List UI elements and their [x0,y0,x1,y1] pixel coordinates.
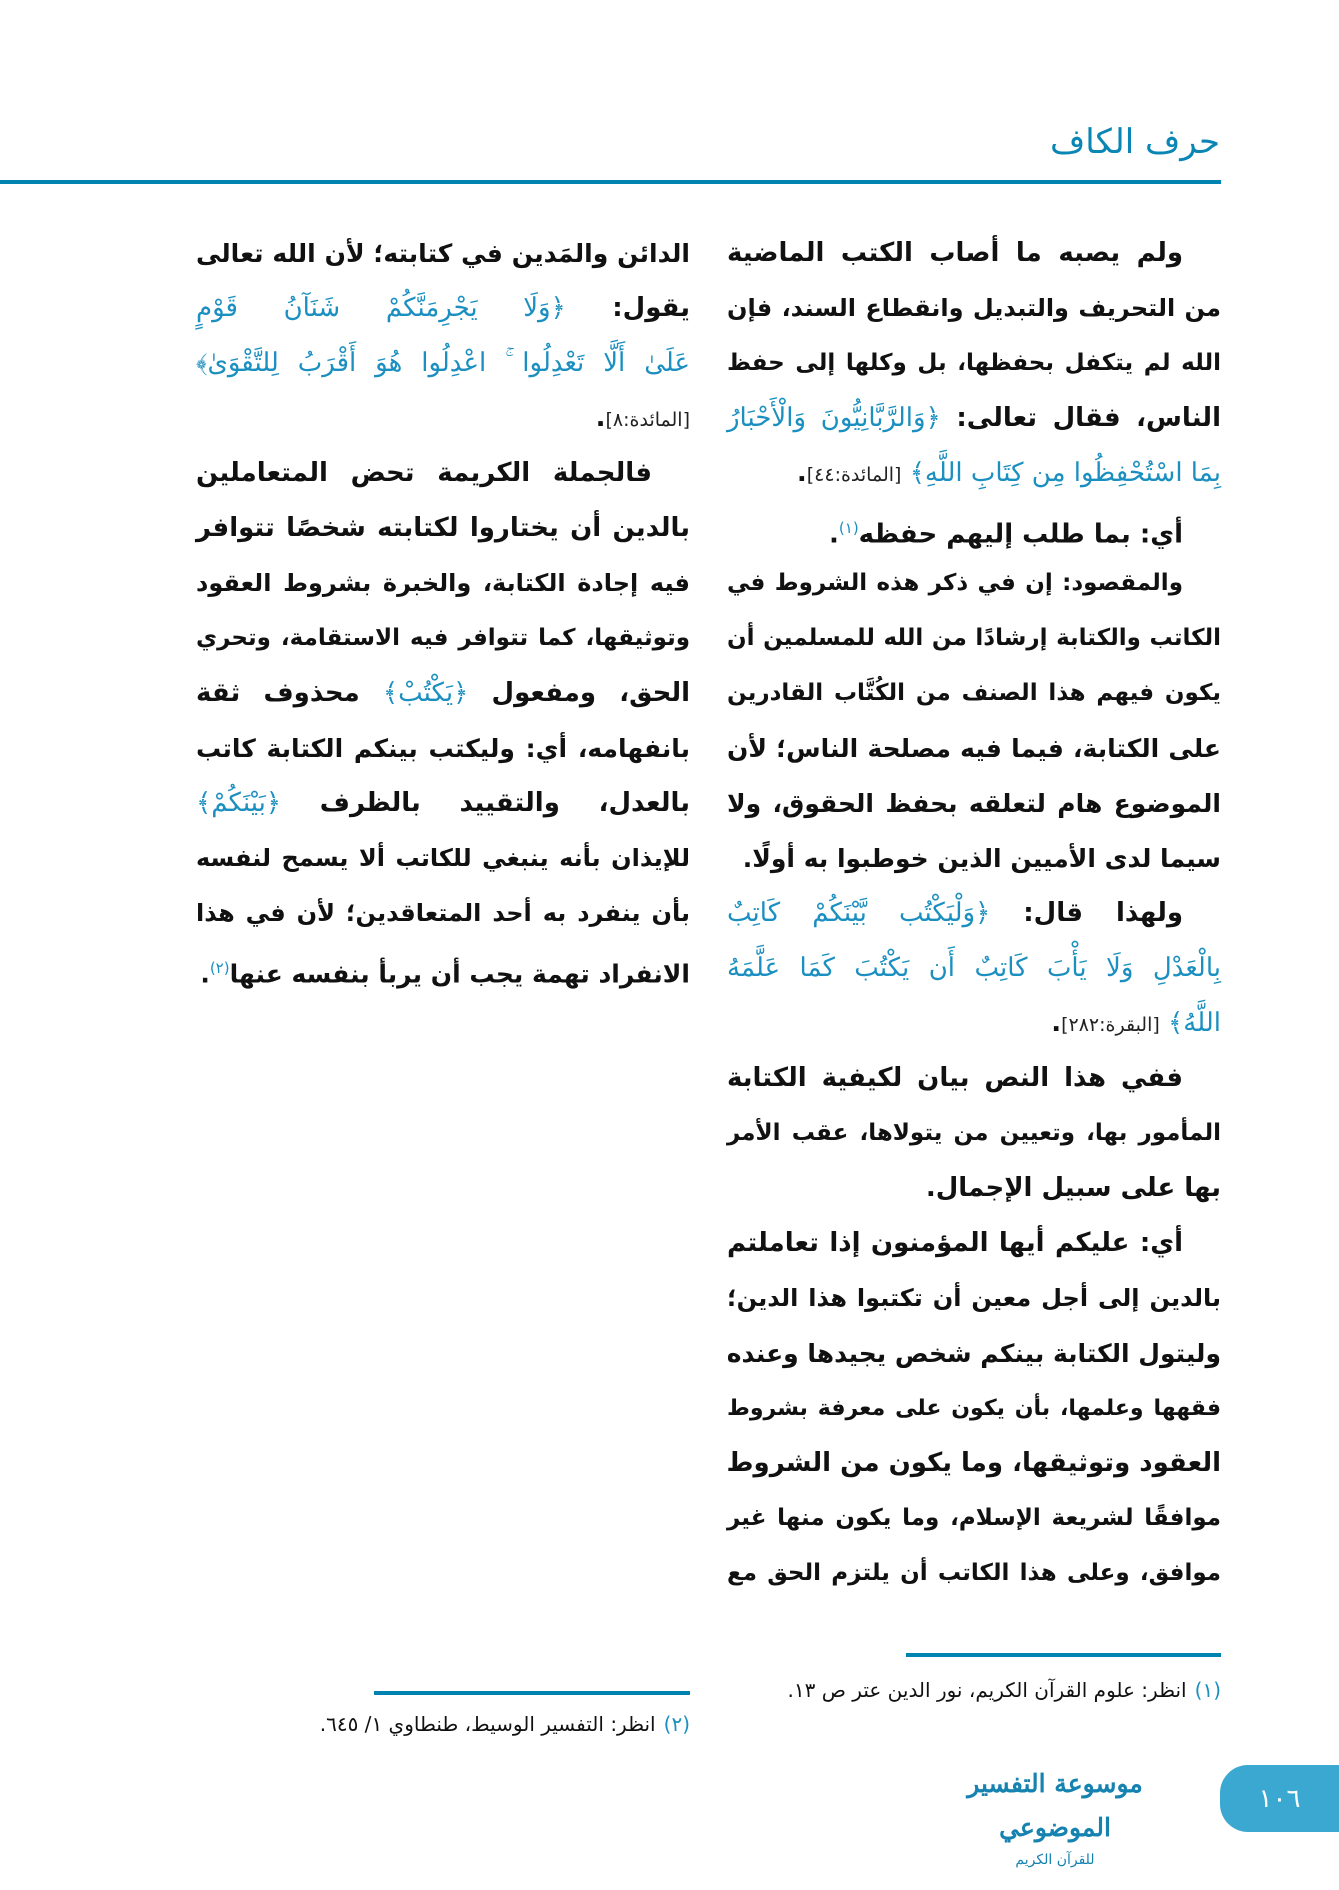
text-line [196,776,690,831]
text-line [727,1491,1221,1546]
body-text: ففي هذا النص بيان لكيفية الكتابة [727,1063,1183,1093]
body-text: يكون فيهم هذا الصنف من الكُتَّاب القادرين [727,680,1221,706]
body-text: الناس، فقال تعالى: [940,403,1221,433]
body-text: بأن ينفرد به أحد المتعاقدين؛ لأن في هذا [196,899,690,927]
text-line [196,941,690,996]
text-line [727,831,1221,886]
text-line [196,336,690,391]
text-line [727,1546,1221,1601]
body-text: بالدين إلى أجل معين أن تكتبوا هذا الدين؛ [727,1284,1221,1312]
verse-reference: [المائدة:٨] [605,409,690,431]
text-line [727,391,1221,446]
body-text: ولم يصبه ما أصاب الكتب الماضية [727,238,1183,268]
text-line [727,1381,1221,1436]
body-text: . [595,403,606,433]
body-text: على الكتابة، فيما فيه مصلحة الناس؛ لأن [727,734,1221,763]
text-line [196,721,690,776]
body-text: للإيذان بأنه ينبغي للكاتب ألا يسمح لنفسه [196,844,690,872]
quran-verse: اللَّهُ﴾ [1159,1008,1221,1038]
body-text: بها على سبيل الإجمال. [925,1173,1221,1203]
text-line [196,281,690,336]
text-line [727,446,1221,501]
footnote-divider-right [906,1653,1221,1657]
footnote-2 [196,1708,690,1740]
logo-title: موسوعة التفسير الموضوعي [967,1769,1143,1842]
footnote-text: انظر: التفسير الوسيط، طنطاوي ١/ ٦٤٥. [319,1712,656,1736]
body-text: سيما لدى الأميين الذين خوطبوا به أولًا. [742,844,1221,873]
quran-verse: ﴿بَيْنَكُمْ﴾ [196,788,282,818]
body-text: بالعدل، والتقييد بالظرف [281,788,690,818]
footnote-number: (١) [1194,1678,1221,1702]
right-text-column [727,226,1221,1601]
chapter-title: حرف الكاف [1049,122,1220,162]
text-line [196,226,690,281]
page-number: ١٠٦ [1220,1765,1339,1832]
text-line [196,886,690,941]
text-line [727,776,1221,831]
body-text: يقول: [565,293,690,323]
body-text: الله لم يتكفل بحفظها، بل وكلها إلى حفظ [727,350,1221,376]
body-text: العقود وتوثيقها، وما يكون من الشروط [726,1448,1221,1478]
body-text: أي: بما طلب إليهم حفظه [858,519,1183,550]
body-text: وتوثيقها، كما تتوافر فيه الاستقامة، وتحري [196,625,690,651]
quran-verse: ﴿وَلَا يَجْرِمَنَّكُمْ شَنَآنُ قَوْمٍ [196,293,566,323]
quran-verse: ﴿وَلْيَكْتُب بَّيْنَكُمْ كَاتِبٌ [727,898,991,928]
body-text: ولهذا قال: [990,898,1183,928]
text-line [727,1326,1221,1381]
body-text: فالجملة الكريمة تحض المتعاملين [196,458,652,488]
text-line [727,226,1221,281]
quran-verse: ﴿وَالرَّبَّانِيُّونَ وَالْأَحْبَارُ [727,403,941,433]
body-text: المأمور بها، وتعيين من يتولاها، عقب الأمر [727,1120,1221,1146]
text-line [727,1271,1221,1326]
text-line [727,1161,1221,1216]
body-text: الانفراد تهمة يجب أن يربأ بنفسه عنها [229,959,690,989]
body-text: . [796,458,807,488]
text-line [196,611,690,666]
body-text: . [1051,1008,1062,1038]
text-line [727,611,1221,666]
left-text-column [196,226,690,996]
body-text: . [200,959,210,989]
footnote-1 [727,1674,1221,1706]
text-line [727,1216,1221,1271]
encyclopedia-logo [930,1762,1180,1868]
body-text: الدائن والمَدين في كتابته؛ لأن الله تعالى [196,239,690,268]
text-line [727,1436,1221,1491]
verse-reference: [المائدة:٤٤] [806,464,902,486]
quran-verse: عَلَىٰ أَلَّا تَعْدِلُوا ۚ اعْدِلُوا هُوَ أَقْرَبُ لِلتَّقْوَىٰ﴾ [196,348,690,378]
text-line [196,501,690,556]
body-text: فقهها وعلمها، بأن يكون على معرفة بشروط [727,1396,1221,1421]
text-line [727,336,1221,391]
body-text: وليتول الكتابة بينكم شخص يجيدها وعنده [726,1339,1221,1368]
text-line [727,1106,1221,1161]
body-text: محذوف ثقة [196,678,383,708]
body-text: الموضوع هام لتعلقه بحفظ الحقوق، ولا [727,789,1221,818]
body-text: الكاتب والكتابة إرشادًا من الله للمسلمين أن [727,625,1221,651]
body-text: بانفهامه، أي: وليكتب بينكم الكتابة كاتب [196,734,690,763]
text-line [727,501,1221,556]
body-text: أي: عليكم أيها المؤمنون إذا تعاملتم [727,1228,1183,1258]
body-text: والمقصود: إن في ذكر هذه الشروط في [727,570,1183,596]
text-line [196,831,690,886]
text-line [196,446,690,501]
body-text: موافقًا لشريعة الإسلام، وما يكون منها غير [727,1505,1221,1531]
logo-subtitle: للقرآن الكريم [1015,1852,1095,1868]
quran-verse: بِمَا اسْتُحْفِظُوا مِن كِتَابِ اللَّهِ﴾ [901,458,1221,488]
text-line [727,996,1221,1051]
header-divider [0,180,1221,184]
quran-verse: ﴿يَكْتُبْ﴾ [382,678,469,708]
footnote-text: انظر: علوم القرآن الكريم، نور الدين عتر ص ١٣. [787,1678,1187,1702]
text-line [196,391,690,446]
body-text: موافق، وعلى هذا الكاتب أن يلتزم الحق مع [727,1560,1221,1586]
body-text: . [829,519,839,550]
text-line [727,721,1221,776]
text-line [727,281,1221,336]
text-line [727,1051,1221,1106]
footnote-number: (٢) [663,1712,690,1736]
footnote-divider-left [374,1691,690,1695]
text-line [727,941,1221,996]
text-line [196,556,690,611]
text-line [727,666,1221,721]
footnote-marker[interactable]: (١) [838,519,859,537]
body-text: الحق، ومفعول [468,678,690,708]
body-text: بالدين أن يختاروا لكتابته شخصًا تتوافر [196,513,690,543]
quran-verse: بِالْعَدْلِ وَلَا يَأْبَ كَاتِبٌ أَن يَكْتُبَ كَمَا عَلَّمَهُ [727,953,1221,983]
text-line [196,666,690,721]
body-text: فيه إجادة الكتابة، والخبرة بشروط العقود [196,569,690,597]
footnote-marker[interactable]: (٢) [209,959,230,977]
verse-reference: [البقرة:٢٨٢] [1061,1014,1160,1036]
body-text: من التحريف والتبديل وانقطاع السند، فإن [727,294,1221,322]
text-line [727,886,1221,941]
text-line [727,556,1221,611]
